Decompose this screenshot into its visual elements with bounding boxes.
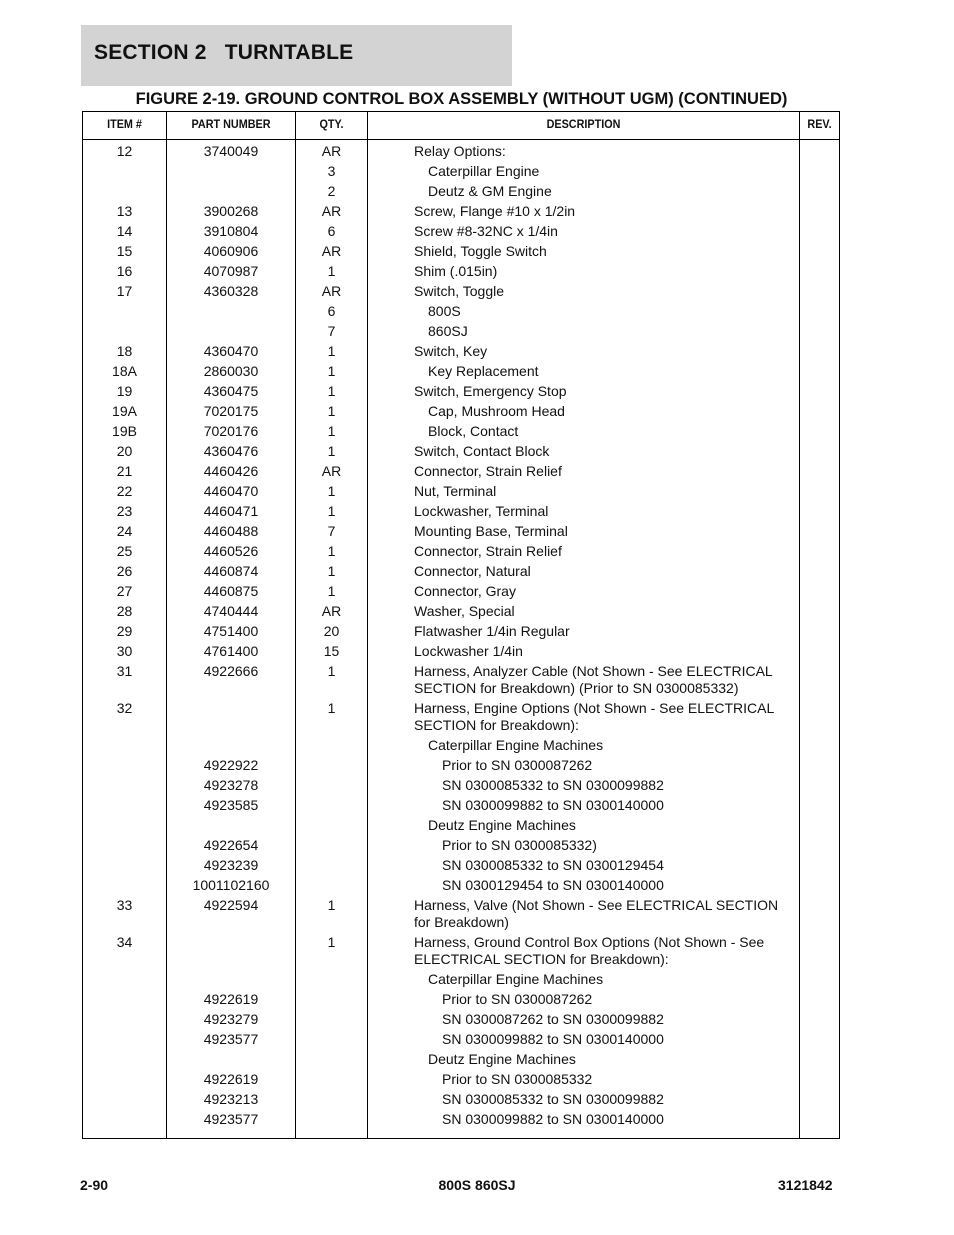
description-cell: Nut, Terminal <box>414 483 497 499</box>
item-number-cell: 13 <box>116 203 133 219</box>
part-number-cell: 4460471 <box>203 503 259 519</box>
item-number-cell: 19B <box>112 423 137 439</box>
item-number-cell: 17 <box>116 283 133 299</box>
table-row <box>83 320 839 340</box>
table-row <box>83 794 839 814</box>
item-number-cell: 30 <box>116 643 133 659</box>
description-cell: Switch, Key <box>414 343 488 359</box>
description-cell: Harness, Engine Options (Not Shown - See ELECTRICAL SECTION for Breakdown): <box>414 700 774 733</box>
header-item: ITEM # <box>107 117 142 131</box>
description-cell: Key Replacement <box>428 363 539 379</box>
part-number-cell: 4922666 <box>203 663 259 679</box>
quantity-cell: 1 <box>327 897 336 913</box>
description-cell: Connector, Natural <box>414 563 531 579</box>
description-cell: Deutz Engine Machines <box>428 817 576 833</box>
part-number-cell: 2860030 <box>203 363 259 379</box>
part-number-cell: 4923577 <box>203 1111 259 1127</box>
table-row <box>83 640 839 660</box>
part-number-cell: 7020176 <box>203 423 259 439</box>
table-row <box>83 968 839 988</box>
item-number-cell: 19A <box>112 403 137 419</box>
table-row <box>83 160 839 180</box>
quantity-cell: 1 <box>327 583 336 599</box>
item-number-cell: 32 <box>116 700 133 716</box>
part-number-cell: 3910804 <box>203 223 259 239</box>
part-number-cell: 4922619 <box>203 1071 259 1087</box>
description-cell: SN 0300087262 to SN 0300099882 <box>442 1011 664 1027</box>
table-row <box>83 240 839 260</box>
table-row <box>83 834 839 854</box>
description-cell: Screw #8-32NC x 1/4in <box>414 223 558 239</box>
header-rev: REV. <box>807 117 832 131</box>
description-cell: Shield, Toggle Switch <box>414 243 547 259</box>
table-row <box>83 440 839 460</box>
description-cell: SN 0300085332 to SN 0300099882 <box>442 1091 664 1107</box>
description-cell: SN 0300099882 to SN 0300140000 <box>442 1111 664 1127</box>
table-row <box>83 500 839 520</box>
part-number-cell: 4923279 <box>203 1011 259 1027</box>
item-number-cell: 16 <box>116 263 133 279</box>
table-row <box>83 894 839 931</box>
quantity-cell: 1 <box>327 543 336 559</box>
table-row <box>83 560 839 580</box>
item-number-cell: 19 <box>116 383 133 399</box>
description-cell: Washer, Special <box>414 603 515 619</box>
quantity-cell: AR <box>321 463 342 479</box>
table-row <box>83 1008 839 1028</box>
quantity-cell: 1 <box>327 383 336 399</box>
part-number-cell: 4922594 <box>203 897 259 913</box>
quantity-cell: 7 <box>327 523 336 539</box>
item-number-cell: 21 <box>116 463 133 479</box>
part-number-cell: 4923577 <box>203 1031 259 1047</box>
table-row <box>83 400 839 420</box>
table-row <box>83 814 839 834</box>
item-number-cell: 27 <box>116 583 133 599</box>
item-number-cell: 22 <box>116 483 133 499</box>
quantity-cell: 1 <box>327 663 336 679</box>
header-qty: QTY. <box>319 117 344 131</box>
part-number-cell: 4060906 <box>203 243 259 259</box>
description-cell: Switch, Contact Block <box>414 443 550 459</box>
table-row <box>83 988 839 1008</box>
table-row <box>83 280 839 300</box>
quantity-cell: AR <box>321 243 342 259</box>
quantity-cell: 1 <box>327 700 336 716</box>
section-title: SECTION 2 TURNTABLE <box>94 41 354 64</box>
part-number-cell: 4460488 <box>203 523 259 539</box>
part-number-cell: 4923239 <box>203 857 259 873</box>
quantity-cell: AR <box>321 283 342 299</box>
description-cell: Flatwasher 1/4in Regular <box>414 623 570 639</box>
table-row <box>83 854 839 874</box>
table-row <box>83 460 839 480</box>
quantity-cell: 1 <box>327 443 336 459</box>
quantity-cell: AR <box>321 603 342 619</box>
description-cell: Caterpillar Engine Machines <box>428 737 604 753</box>
quantity-cell: 1 <box>327 503 336 519</box>
description-cell: Caterpillar Engine <box>428 163 540 179</box>
part-number-cell: 4740444 <box>203 603 259 619</box>
table-row <box>83 220 839 240</box>
description-cell: Mounting Base, Terminal <box>414 523 568 539</box>
description-cell: Harness, Valve (Not Shown - See ELECTRICAL SECTION for Breakdown) <box>414 897 779 930</box>
figure-title: FIGURE 2-19. GROUND CONTROL BOX ASSEMBLY (WITHOUT UGM) (CONTINUED) <box>135 90 788 108</box>
table-row <box>83 380 839 400</box>
table-row <box>83 420 839 440</box>
quantity-cell: 1 <box>327 934 336 950</box>
quantity-cell: 1 <box>327 563 336 579</box>
table-row <box>83 1028 839 1048</box>
quantity-cell: 1 <box>327 363 336 379</box>
description-cell: Screw, Flange #10 x 1/2in <box>414 203 576 219</box>
description-cell: Prior to SN 0300085332) <box>442 837 597 853</box>
part-number-cell: 4922922 <box>203 757 259 773</box>
quantity-cell: AR <box>321 143 342 159</box>
description-cell: Relay Options: <box>414 143 506 159</box>
table-row <box>83 520 839 540</box>
item-number-cell: 15 <box>116 243 133 259</box>
quantity-cell: 7 <box>327 323 336 339</box>
item-number-cell: 25 <box>116 543 133 559</box>
quantity-cell: 2 <box>327 183 336 199</box>
item-number-cell: 14 <box>116 223 133 239</box>
description-cell: Harness, Analyzer Cable (Not Shown - See ELECTRICAL SECTION for Breakdown) (Prior to SN 0300085332) <box>414 663 773 696</box>
item-number-cell: 28 <box>116 603 133 619</box>
part-number-cell: 4070987 <box>203 263 259 279</box>
table-row <box>83 140 839 160</box>
part-number-cell: 4922654 <box>203 837 259 853</box>
part-number-cell: 4360476 <box>203 443 259 459</box>
table-row <box>83 600 839 620</box>
item-number-cell: 18 <box>116 343 133 359</box>
description-cell: 800S <box>428 303 461 319</box>
description-cell: Cap, Mushroom Head <box>428 403 565 419</box>
description-cell: SN 0300099882 to SN 0300140000 <box>442 1031 664 1047</box>
quantity-cell: 1 <box>327 483 336 499</box>
table-row <box>83 874 839 894</box>
part-number-cell: 4360470 <box>203 343 259 359</box>
part-number-cell: 1001102160 <box>192 877 270 893</box>
table-row <box>83 734 839 754</box>
description-cell: Harness, Ground Control Box Options (Not Shown - See ELECTRICAL SECTION for Breakdown): <box>414 934 765 967</box>
table-row <box>83 340 839 360</box>
table-row <box>83 660 839 697</box>
parts-table <box>82 111 840 1139</box>
description-cell: SN 0300085332 to SN 0300099882 <box>442 777 664 793</box>
table-row <box>83 580 839 600</box>
table-row <box>83 620 839 640</box>
item-number-cell: 24 <box>116 523 133 539</box>
quantity-cell: 15 <box>323 643 340 659</box>
part-number-cell: 4923278 <box>203 777 259 793</box>
part-number-cell: 3740049 <box>203 143 259 159</box>
quantity-cell: 1 <box>327 403 336 419</box>
item-number-cell: 33 <box>116 897 133 913</box>
description-cell: Connector, Gray <box>414 583 516 599</box>
item-number-cell: 18A <box>112 363 137 379</box>
description-cell: Prior to SN 0300087262 <box>442 991 593 1007</box>
description-cell: Lockwasher, Terminal <box>414 503 549 519</box>
description-cell: Caterpillar Engine Machines <box>428 971 604 987</box>
description-cell: Connector, Strain Relief <box>414 463 562 479</box>
description-cell: Lockwasher 1/4in <box>414 643 523 659</box>
description-cell: Connector, Strain Relief <box>414 543 562 559</box>
table-row <box>83 180 839 200</box>
description-cell: SN 0300099882 to SN 0300140000 <box>442 797 664 813</box>
part-number-cell: 4460875 <box>203 583 259 599</box>
part-number-cell: 4360328 <box>203 283 259 299</box>
quantity-cell: 3 <box>327 163 336 179</box>
footer-doc-number: 3121842 <box>778 1177 833 1193</box>
item-number-cell: 31 <box>116 663 133 679</box>
quantity-cell: 6 <box>327 223 336 239</box>
part-number-cell: 4360475 <box>203 383 259 399</box>
part-number-cell: 4761400 <box>203 643 259 659</box>
description-cell: SN 0300085332 to SN 0300129454 <box>442 857 664 873</box>
quantity-cell: 1 <box>327 343 336 359</box>
description-cell: Switch, Emergency Stop <box>414 383 567 399</box>
description-cell: Switch, Toggle <box>414 283 505 299</box>
section-header-box <box>81 25 512 86</box>
item-number-cell: 26 <box>116 563 133 579</box>
header-part-number: PART NUMBER <box>191 117 271 131</box>
description-cell: Deutz & GM Engine <box>428 183 552 199</box>
description-cell: SN 0300129454 to SN 0300140000 <box>442 877 664 893</box>
part-number-cell: 4751400 <box>203 623 259 639</box>
description-cell: Block, Contact <box>428 423 519 439</box>
part-number-cell: 4923213 <box>203 1091 259 1107</box>
footer-page-number: 2-90 <box>80 1177 109 1193</box>
item-number-cell: 34 <box>116 934 133 950</box>
table-row <box>83 540 839 560</box>
part-number-cell: 4460470 <box>203 483 259 499</box>
part-number-cell: 4460874 <box>203 563 259 579</box>
quantity-cell: 20 <box>323 623 340 639</box>
table-row <box>83 260 839 280</box>
quantity-cell: AR <box>321 203 342 219</box>
description-cell: Deutz Engine Machines <box>428 1051 576 1067</box>
quantity-cell: 1 <box>327 263 336 279</box>
footer-model: 800S 860SJ <box>438 1177 516 1193</box>
part-number-cell: 4460426 <box>203 463 259 479</box>
part-number-cell: 7020175 <box>203 403 259 419</box>
table-row <box>83 200 839 220</box>
part-number-cell: 4923585 <box>203 797 259 813</box>
table-row <box>83 697 839 734</box>
description-cell: Prior to SN 0300085332 <box>442 1071 593 1087</box>
quantity-cell: 1 <box>327 423 336 439</box>
item-number-cell: 23 <box>116 503 133 519</box>
table-row <box>83 480 839 500</box>
table-row <box>83 774 839 794</box>
part-number-cell: 3900268 <box>203 203 259 219</box>
header-description: DESCRIPTION <box>546 117 621 131</box>
table-row <box>83 1048 839 1068</box>
table-row <box>83 754 839 774</box>
table-row <box>83 1068 839 1088</box>
table-row <box>83 1088 839 1108</box>
item-number-cell: 12 <box>116 143 133 159</box>
table-body <box>83 140 839 1128</box>
part-number-cell: 4460526 <box>203 543 259 559</box>
table-row <box>83 931 839 968</box>
quantity-cell: 6 <box>327 303 336 319</box>
item-number-cell: 20 <box>116 443 133 459</box>
description-cell: Prior to SN 0300087262 <box>442 757 593 773</box>
item-number-cell: 29 <box>116 623 133 639</box>
part-number-cell: 4922619 <box>203 991 259 1007</box>
table-row <box>83 300 839 320</box>
table-row <box>83 1108 839 1128</box>
description-cell: Shim (.015in) <box>414 263 498 279</box>
description-cell: 860SJ <box>428 323 468 339</box>
table-row <box>83 360 839 380</box>
